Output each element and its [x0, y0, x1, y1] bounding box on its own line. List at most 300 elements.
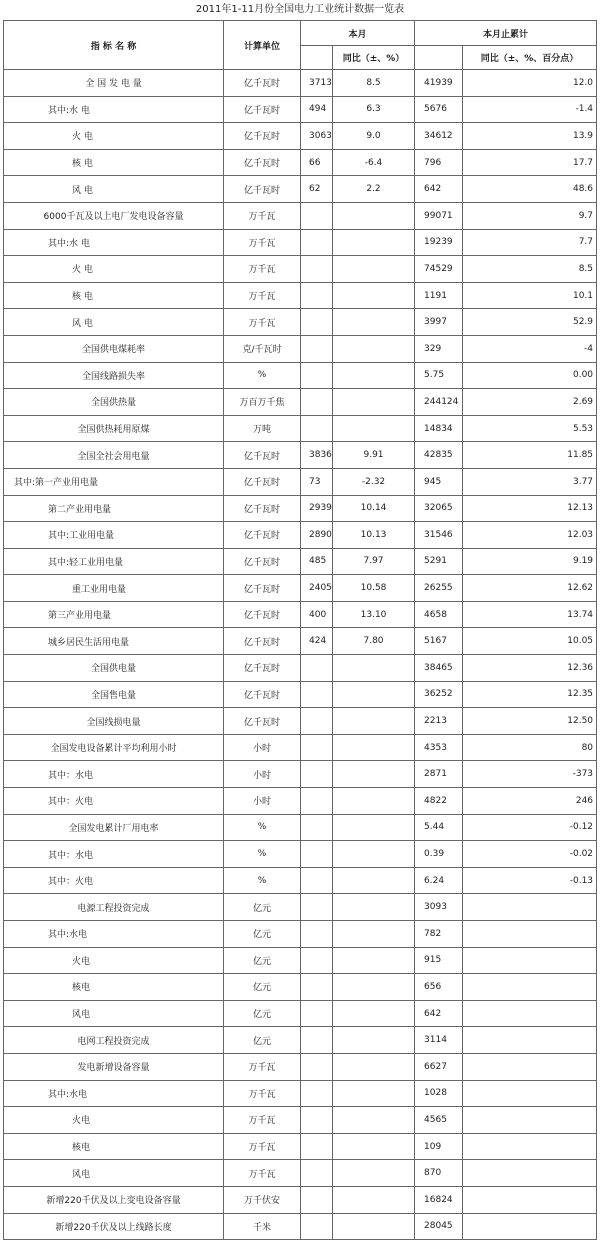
month-value-cell: 62	[301, 176, 333, 203]
table-row	[4, 522, 597, 549]
unit-cell: 千米	[224, 1213, 301, 1240]
table-row	[4, 70, 597, 97]
unit-cell: 亿千瓦时	[224, 123, 301, 150]
cumulative-yoy-cell: 48.6	[463, 176, 597, 203]
month-yoy-cell	[333, 1107, 415, 1134]
page-title: 2011年1-11月份全国电力工业统计数据一览表	[195, 4, 405, 15]
table-row	[4, 1133, 597, 1160]
indicator-cell: 其中:工业用电量	[4, 522, 224, 549]
month-value-cell	[301, 1160, 333, 1187]
month-yoy-cell	[333, 309, 415, 336]
unit-cell: %	[224, 814, 301, 841]
cumulative-value-cell: 796	[415, 149, 463, 176]
month-value-cell	[301, 761, 333, 788]
cumulative-yoy-cell: 9.7	[463, 202, 597, 229]
cumulative-value-cell: 656	[415, 974, 463, 1001]
cumulative-yoy-cell: 11.85	[463, 442, 597, 469]
table-row	[4, 894, 597, 921]
indicator-cell: 其中：火电	[4, 788, 224, 815]
cumulative-yoy-cell	[463, 947, 597, 974]
cumulative-value-cell: 4565	[415, 1107, 463, 1134]
cumulative-yoy-cell	[463, 1027, 597, 1054]
cumulative-value-cell: 244124	[415, 389, 463, 416]
table-row	[4, 708, 597, 735]
month-value-cell	[301, 362, 333, 389]
indicator-cell: 火 电	[4, 123, 224, 150]
cumulative-value-cell: 38465	[415, 655, 463, 682]
month-value-cell: 2890	[301, 522, 333, 549]
cumulative-yoy-cell: 12.13	[463, 495, 597, 522]
indicator-cell: 其中:水 电	[4, 229, 224, 256]
table-row	[4, 442, 597, 469]
month-value-cell	[301, 309, 333, 336]
cumulative-yoy-cell	[463, 1160, 597, 1187]
cumulative-value-cell: 34612	[415, 123, 463, 150]
unit-cell: 万吨	[224, 415, 301, 442]
month-yoy-cell	[333, 841, 415, 868]
cumulative-value-cell: 642	[415, 176, 463, 203]
month-yoy-cell: 13.10	[333, 601, 415, 628]
month-yoy-cell: 9.0	[333, 123, 415, 150]
month-value-cell	[301, 389, 333, 416]
indicator-cell: 其中:轻工业用电量	[4, 548, 224, 575]
indicator-cell: 核 电	[4, 149, 224, 176]
cumulative-value-cell: 42835	[415, 442, 463, 469]
indicator-cell: 新增220千伏及以上线路长度	[4, 1213, 224, 1240]
unit-cell: 小时	[224, 761, 301, 788]
month-value-cell: 3063	[301, 123, 333, 150]
indicator-cell: 火 电	[4, 256, 224, 283]
month-yoy-cell	[333, 681, 415, 708]
unit-cell: %	[224, 841, 301, 868]
month-value-cell	[301, 681, 333, 708]
month-yoy-cell	[333, 655, 415, 682]
cumulative-yoy-cell: 12.35	[463, 681, 597, 708]
unit-cell: 小时	[224, 734, 301, 761]
indicator-cell: 风电	[4, 1160, 224, 1187]
cumulative-yoy-cell: -0.12	[463, 814, 597, 841]
cumulative-yoy-cell	[463, 1053, 597, 1080]
unit-cell: 亿千瓦时	[224, 495, 301, 522]
month-yoy-cell	[333, 974, 415, 1001]
unit-cell: 亿元	[224, 1027, 301, 1054]
indicator-cell: 全国全社会用电量	[4, 442, 224, 469]
indicator-cell: 全国售电量	[4, 681, 224, 708]
unit-cell: 亿元	[224, 894, 301, 921]
unit-cell: 万千瓦	[224, 229, 301, 256]
header-cumulative-yoy: 同比（±、%、百分点）	[463, 46, 597, 70]
table-row	[4, 1213, 597, 1240]
cumulative-value-cell: 915	[415, 947, 463, 974]
cumulative-value-cell: 3114	[415, 1027, 463, 1054]
cumulative-value-cell: 41939	[415, 70, 463, 97]
cumulative-yoy-cell: 12.36	[463, 655, 597, 682]
cumulative-yoy-cell: -373	[463, 761, 597, 788]
month-yoy-cell	[333, 415, 415, 442]
month-yoy-cell	[333, 1133, 415, 1160]
month-value-cell: 494	[301, 96, 333, 123]
cumulative-yoy-cell: 13.74	[463, 601, 597, 628]
cumulative-value-cell: 5291	[415, 548, 463, 575]
header-month: 本月	[301, 21, 415, 46]
header-cumulative-value	[415, 46, 463, 70]
month-yoy-cell	[333, 1213, 415, 1240]
cumulative-yoy-cell: 13.9	[463, 123, 597, 150]
indicator-cell: 全国供电煤耗率	[4, 335, 224, 362]
cumulative-value-cell: 32065	[415, 495, 463, 522]
cumulative-value-cell: 36252	[415, 681, 463, 708]
cumulative-value-cell: 4822	[415, 788, 463, 815]
cumulative-yoy-cell: 10.05	[463, 628, 597, 655]
month-value-cell	[301, 415, 333, 442]
table-row	[4, 867, 597, 894]
table-row	[4, 149, 597, 176]
table-row	[4, 229, 597, 256]
cumulative-value-cell: 642	[415, 1000, 463, 1027]
month-yoy-cell	[333, 734, 415, 761]
cumulative-value-cell: 2871	[415, 761, 463, 788]
month-value-cell: 3836	[301, 442, 333, 469]
unit-cell: 亿千瓦时	[224, 601, 301, 628]
month-value-cell: 73	[301, 468, 333, 495]
cumulative-value-cell: 1028	[415, 1080, 463, 1107]
unit-cell: 亿千瓦时	[224, 96, 301, 123]
cumulative-yoy-cell: 10.1	[463, 282, 597, 309]
table-row	[4, 495, 597, 522]
unit-cell: 亿元	[224, 974, 301, 1001]
cumulative-value-cell: 1191	[415, 282, 463, 309]
table-row	[4, 761, 597, 788]
cumulative-value-cell: 870	[415, 1160, 463, 1187]
table-row	[4, 814, 597, 841]
month-yoy-cell	[333, 1080, 415, 1107]
indicator-cell: 核 电	[4, 282, 224, 309]
cumulative-yoy-cell	[463, 1107, 597, 1134]
month-yoy-cell	[333, 761, 415, 788]
unit-cell: 万千瓦	[224, 1107, 301, 1134]
cumulative-yoy-cell: -0.02	[463, 841, 597, 868]
stats-table	[3, 20, 597, 1240]
month-yoy-cell	[333, 362, 415, 389]
cumulative-value-cell: 5.44	[415, 814, 463, 841]
month-value-cell	[301, 1186, 333, 1213]
unit-cell: 亿元	[224, 921, 301, 948]
month-yoy-cell: 7.97	[333, 548, 415, 575]
month-value-cell	[301, 841, 333, 868]
cumulative-yoy-cell: -1.4	[463, 96, 597, 123]
month-yoy-cell	[333, 947, 415, 974]
indicator-cell: 其中:水 电	[4, 96, 224, 123]
month-value-cell	[301, 202, 333, 229]
cumulative-yoy-cell: 17.7	[463, 149, 597, 176]
cumulative-value-cell: 6627	[415, 1053, 463, 1080]
month-yoy-cell	[333, 708, 415, 735]
unit-cell: 万千瓦	[224, 1133, 301, 1160]
cumulative-yoy-cell	[463, 1133, 597, 1160]
month-value-cell: 485	[301, 548, 333, 575]
month-value-cell	[301, 1080, 333, 1107]
unit-cell: 亿千瓦时	[224, 70, 301, 97]
indicator-cell: 电源工程投资完成	[4, 894, 224, 921]
unit-cell: 亿元	[224, 947, 301, 974]
cumulative-value-cell: 31546	[415, 522, 463, 549]
month-value-cell	[301, 734, 333, 761]
table-row	[4, 362, 597, 389]
month-value-cell	[301, 974, 333, 1001]
month-value-cell	[301, 921, 333, 948]
month-value-cell	[301, 1053, 333, 1080]
table-row	[4, 974, 597, 1001]
cumulative-value-cell: 26255	[415, 575, 463, 602]
cumulative-value-cell: 3093	[415, 894, 463, 921]
indicator-cell: 全 国 发 电 量	[4, 70, 224, 97]
month-value-cell	[301, 1027, 333, 1054]
cumulative-yoy-cell: 0.00	[463, 362, 597, 389]
month-value-cell	[301, 1107, 333, 1134]
cumulative-yoy-cell	[463, 1213, 597, 1240]
indicator-cell: 全国发电累计厂用电率	[4, 814, 224, 841]
cumulative-yoy-cell: 2.69	[463, 389, 597, 416]
month-value-cell	[301, 282, 333, 309]
cumulative-yoy-cell	[463, 1080, 597, 1107]
unit-cell: 亿千瓦时	[224, 628, 301, 655]
month-value-cell: 424	[301, 628, 333, 655]
cumulative-yoy-cell: 246	[463, 788, 597, 815]
indicator-cell: 全国供电量	[4, 655, 224, 682]
unit-cell: 亿千瓦时	[224, 681, 301, 708]
table-row	[4, 1080, 597, 1107]
month-value-cell	[301, 708, 333, 735]
indicator-cell: 全国供热量	[4, 389, 224, 416]
month-yoy-cell: 6.3	[333, 96, 415, 123]
month-value-cell	[301, 229, 333, 256]
table-row	[4, 1000, 597, 1027]
table-row	[4, 628, 597, 655]
month-yoy-cell	[333, 389, 415, 416]
cumulative-value-cell: 14834	[415, 415, 463, 442]
table-row	[4, 841, 597, 868]
indicator-cell: 全国线损电量	[4, 708, 224, 735]
month-yoy-cell	[333, 335, 415, 362]
table-row	[4, 176, 597, 203]
cumulative-value-cell: 3997	[415, 309, 463, 336]
cumulative-yoy-cell: 5.53	[463, 415, 597, 442]
unit-cell: 万千伏安	[224, 1186, 301, 1213]
table-row	[4, 123, 597, 150]
indicator-cell: 6000千瓦及以上电厂发电设备容量	[4, 202, 224, 229]
cumulative-value-cell: 4658	[415, 601, 463, 628]
unit-cell: 万千瓦	[224, 1080, 301, 1107]
unit-cell: 亿千瓦时	[224, 655, 301, 682]
unit-cell: 万千瓦	[224, 202, 301, 229]
cumulative-value-cell: 74529	[415, 256, 463, 283]
month-value-cell	[301, 867, 333, 894]
table-row	[4, 96, 597, 123]
unit-cell: 亿千瓦时	[224, 468, 301, 495]
indicator-cell: 电网工程投资完成	[4, 1027, 224, 1054]
unit-cell: 亿千瓦时	[224, 575, 301, 602]
cumulative-yoy-cell: 8.5	[463, 256, 597, 283]
cumulative-value-cell: 5167	[415, 628, 463, 655]
unit-cell: 万千瓦	[224, 1160, 301, 1187]
month-yoy-cell	[333, 921, 415, 948]
cumulative-yoy-cell: 9.19	[463, 548, 597, 575]
unit-cell: 万百万千焦	[224, 389, 301, 416]
unit-cell: 亿千瓦时	[224, 708, 301, 735]
cumulative-value-cell: 99071	[415, 202, 463, 229]
unit-cell: 亿千瓦时	[224, 176, 301, 203]
indicator-cell: 其中：水电	[4, 761, 224, 788]
indicator-cell: 其中:第一产业用电量	[4, 468, 224, 495]
header-cumulative: 本月止累计	[415, 21, 597, 46]
month-value-cell	[301, 1133, 333, 1160]
indicator-cell: 火电	[4, 1107, 224, 1134]
unit-cell: 小时	[224, 788, 301, 815]
month-yoy-cell: 10.14	[333, 495, 415, 522]
month-value-cell	[301, 335, 333, 362]
indicator-cell: 风电	[4, 1000, 224, 1027]
table-row	[4, 734, 597, 761]
unit-cell: %	[224, 362, 301, 389]
cumulative-value-cell: 945	[415, 468, 463, 495]
table-row	[4, 1186, 597, 1213]
month-yoy-cell	[333, 814, 415, 841]
cumulative-yoy-cell: 7.7	[463, 229, 597, 256]
month-value-cell: 400	[301, 601, 333, 628]
unit-cell: 亿千瓦时	[224, 548, 301, 575]
unit-cell: 克/千瓦时	[224, 335, 301, 362]
cumulative-yoy-cell	[463, 1000, 597, 1027]
unit-cell: 万千瓦	[224, 282, 301, 309]
table-row	[4, 468, 597, 495]
month-yoy-cell: 7.80	[333, 628, 415, 655]
month-value-cell	[301, 655, 333, 682]
unit-cell: 亿千瓦时	[224, 522, 301, 549]
indicator-cell: 城乡居民生活用电量	[4, 628, 224, 655]
unit-cell: %	[224, 867, 301, 894]
cumulative-value-cell: 6.24	[415, 867, 463, 894]
month-yoy-cell: 10.13	[333, 522, 415, 549]
month-value-cell: 3713	[301, 70, 333, 97]
cumulative-yoy-cell: 3.77	[463, 468, 597, 495]
cumulative-yoy-cell: 80	[463, 734, 597, 761]
header-month-value	[301, 46, 333, 70]
month-yoy-cell: 10.58	[333, 575, 415, 602]
month-value-cell	[301, 256, 333, 283]
month-yoy-cell	[333, 202, 415, 229]
month-yoy-cell: 8.5	[333, 70, 415, 97]
indicator-cell: 风 电	[4, 309, 224, 336]
cumulative-value-cell: 109	[415, 1133, 463, 1160]
table-row	[4, 1160, 597, 1187]
table-body	[4, 70, 597, 1240]
indicator-cell: 风 电	[4, 176, 224, 203]
unit-cell: 亿千瓦时	[224, 442, 301, 469]
indicator-cell: 其中：水电	[4, 841, 224, 868]
month-value-cell: 66	[301, 149, 333, 176]
month-yoy-cell: 9.91	[333, 442, 415, 469]
month-yoy-cell: -2.32	[333, 468, 415, 495]
month-value-cell	[301, 814, 333, 841]
unit-cell: 万千瓦	[224, 309, 301, 336]
month-value-cell	[301, 1213, 333, 1240]
month-yoy-cell	[333, 788, 415, 815]
indicator-cell: 第三产业用电量	[4, 601, 224, 628]
cumulative-yoy-cell	[463, 894, 597, 921]
table-row	[4, 681, 597, 708]
cumulative-yoy-cell: 12.0	[463, 70, 597, 97]
indicator-cell: 其中:水电	[4, 921, 224, 948]
unit-cell: 万千瓦	[224, 1053, 301, 1080]
table-row	[4, 335, 597, 362]
cumulative-value-cell: 5676	[415, 96, 463, 123]
month-yoy-cell: -6.4	[333, 149, 415, 176]
indicator-cell: 其中:水电	[4, 1080, 224, 1107]
table-row	[4, 1107, 597, 1134]
month-yoy-cell	[333, 256, 415, 283]
unit-cell: 亿元	[224, 1000, 301, 1027]
table-row	[4, 921, 597, 948]
header-month-yoy: 同比（±、%）	[333, 46, 415, 70]
cumulative-value-cell: 329	[415, 335, 463, 362]
month-yoy-cell	[333, 1000, 415, 1027]
month-value-cell	[301, 1000, 333, 1027]
month-value-cell: 2939	[301, 495, 333, 522]
table-row	[4, 788, 597, 815]
table-row	[4, 947, 597, 974]
cumulative-yoy-cell: 12.50	[463, 708, 597, 735]
indicator-cell: 全国发电设备累计平均利用小时	[4, 734, 224, 761]
month-value-cell	[301, 947, 333, 974]
month-yoy-cell	[333, 867, 415, 894]
table-row	[4, 415, 597, 442]
cumulative-value-cell: 2213	[415, 708, 463, 735]
indicator-cell: 其中：火电	[4, 867, 224, 894]
cumulative-value-cell: 19239	[415, 229, 463, 256]
month-value-cell	[301, 788, 333, 815]
cumulative-yoy-cell: -4	[463, 335, 597, 362]
cumulative-value-cell: 4353	[415, 734, 463, 761]
cumulative-yoy-cell	[463, 921, 597, 948]
table-row	[4, 655, 597, 682]
cumulative-value-cell: 782	[415, 921, 463, 948]
indicator-cell: 发电新增设备容量	[4, 1053, 224, 1080]
cumulative-value-cell: 28045	[415, 1213, 463, 1240]
table-row	[4, 1053, 597, 1080]
cumulative-yoy-cell: 52.9	[463, 309, 597, 336]
indicator-cell: 第二产业用电量	[4, 495, 224, 522]
indicator-cell: 核电	[4, 1133, 224, 1160]
table-row	[4, 601, 597, 628]
indicator-cell: 火电	[4, 947, 224, 974]
cumulative-yoy-cell: 12.03	[463, 522, 597, 549]
indicator-cell: 全国线路损失率	[4, 362, 224, 389]
cumulative-value-cell: 16824	[415, 1186, 463, 1213]
indicator-cell: 全国供热耗用原煤	[4, 415, 224, 442]
month-yoy-cell	[333, 229, 415, 256]
table-row	[4, 309, 597, 336]
cumulative-yoy-cell: -0.13	[463, 867, 597, 894]
table-row	[4, 1027, 597, 1054]
table-row	[4, 389, 597, 416]
indicator-cell: 重工业用电量	[4, 575, 224, 602]
cumulative-yoy-cell: 12.62	[463, 575, 597, 602]
unit-cell: 亿千瓦时	[224, 149, 301, 176]
cumulative-yoy-cell	[463, 1186, 597, 1213]
month-yoy-cell: 2.2	[333, 176, 415, 203]
table-row	[4, 548, 597, 575]
month-yoy-cell	[333, 894, 415, 921]
